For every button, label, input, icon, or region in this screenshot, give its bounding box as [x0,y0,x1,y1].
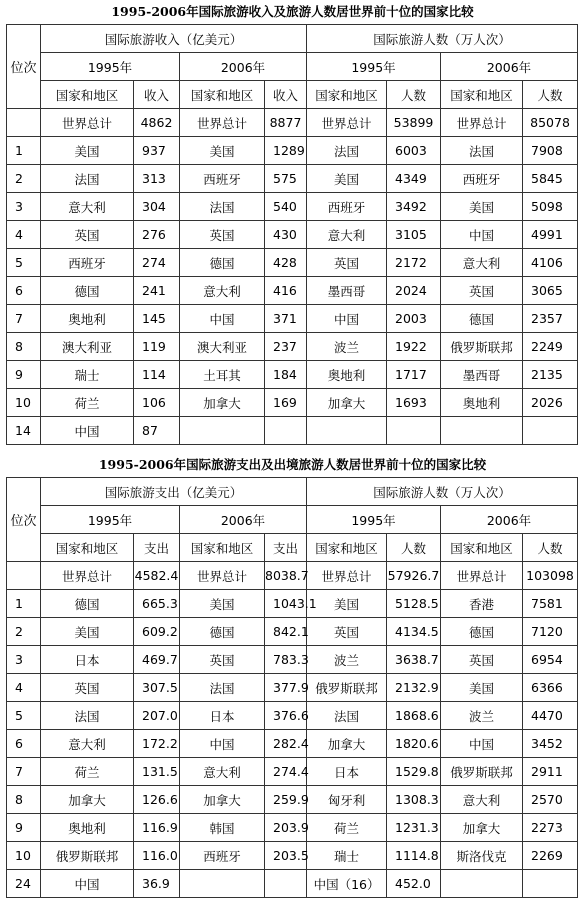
value-cell: 1289 [265,137,307,165]
country-cell: 法国 [41,165,134,193]
value-cell: 36.9 [134,870,180,898]
country-cell: 加拿大 [180,786,265,814]
expenditure-header: 支出 [134,534,180,562]
total-value: 85078 [523,109,578,137]
value-cell: 145 [134,305,180,333]
table-row [7,618,578,646]
rank-cell: 2 [7,165,41,193]
country-cell: 德国 [180,249,265,277]
country-cell [441,870,523,898]
rank-cell: 2 [7,618,41,646]
total-label: 世界总计 [41,562,134,590]
value-cell: 2911 [523,758,578,786]
value-cell: 371 [265,305,307,333]
value-cell: 2357 [523,305,578,333]
rank-cell: 1 [7,137,41,165]
total-value: 4582.4 [134,562,180,590]
table-row [7,249,578,277]
income-group-header: 国际旅游收入（亿美元） [41,25,307,53]
country-header: 国家和地区 [180,81,265,109]
value-cell: 259.9 [265,786,307,814]
country-cell: 匈牙利 [307,786,387,814]
country-header: 国家和地区 [441,534,523,562]
rank-cell: 4 [7,674,41,702]
year-2006-header: 2006年 [441,506,578,534]
expenditure-header: 支出 [265,534,307,562]
country-cell: 俄罗斯联邦 [441,758,523,786]
country-cell: 西班牙 [307,193,387,221]
country-cell: 荷兰 [41,758,134,786]
rank-cell: 5 [7,702,41,730]
country-cell: 英国 [180,221,265,249]
rank-header: 位次 [7,25,41,109]
value-cell: 3492 [387,193,441,221]
country-cell: 意大利 [441,786,523,814]
country-cell: 法国 [41,702,134,730]
country-header: 国家和地区 [180,534,265,562]
value-cell: 3638.7 [387,646,441,674]
country-cell: 西班牙 [441,165,523,193]
country-cell: 西班牙 [180,165,265,193]
table-row [7,786,578,814]
total-label: 世界总计 [180,562,265,590]
country-cell: 美国 [441,674,523,702]
value-cell: 203.5 [265,842,307,870]
country-cell: 土耳其 [180,361,265,389]
table-row [7,842,578,870]
value-cell: 2003 [387,305,441,333]
country-cell: 中国（16） [307,870,387,898]
country-cell: 德国 [180,618,265,646]
value-cell: 4470 [523,702,578,730]
table-row [7,417,578,445]
country-cell: 墨西哥 [307,277,387,305]
country-cell: 法国 [180,193,265,221]
value-cell: 1529.8 [387,758,441,786]
value-cell: 937 [134,137,180,165]
value-cell: 7120 [523,618,578,646]
value-cell: 2135 [523,361,578,389]
country-cell: 日本 [180,702,265,730]
value-cell: 6954 [523,646,578,674]
table-row [7,702,578,730]
country-cell: 法国 [307,702,387,730]
value-cell: 313 [134,165,180,193]
table-row [7,277,578,305]
country-cell [441,417,523,445]
country-cell: 意大利 [41,730,134,758]
year-2006-header: 2006年 [441,53,578,81]
value-cell: 2273 [523,814,578,842]
value-cell: 842.1 [265,618,307,646]
table-row [7,590,578,618]
value-cell: 1717 [387,361,441,389]
table-row [7,165,578,193]
value-cell: 2570 [523,786,578,814]
country-header: 国家和地区 [41,534,134,562]
value-cell: 169 [265,389,307,417]
country-cell: 奥地利 [41,814,134,842]
table-row [7,646,578,674]
value-cell: 469.7 [134,646,180,674]
visitors-header: 人数 [387,81,441,109]
value-cell: 2132.9 [387,674,441,702]
country-cell: 荷兰 [41,389,134,417]
table2 [6,477,578,898]
country-cell: 法国 [441,137,523,165]
value-cell: 207.0 [134,702,180,730]
country-cell [180,417,265,445]
country-cell: 中国 [441,221,523,249]
country-cell: 加拿大 [307,389,387,417]
year-1995-header: 1995年 [307,53,441,81]
country-cell: 美国 [41,618,134,646]
value-cell: 7581 [523,590,578,618]
value-cell: 116.0 [134,842,180,870]
country-cell: 美国 [180,137,265,165]
total-value: 57926.7 [387,562,441,590]
value-cell: 1231.3 [387,814,441,842]
travelers-group-header: 国际旅游人数（万人次） [307,478,578,506]
rank-cell: 24 [7,870,41,898]
total-label: 世界总计 [441,562,523,590]
value-cell: 1693 [387,389,441,417]
country-cell: 英国 [41,674,134,702]
total-value: 8038.7 [265,562,307,590]
value-cell: 5845 [523,165,578,193]
total-value: 8877 [265,109,307,137]
rank-cell: 8 [7,333,41,361]
table-row [7,870,578,898]
country-cell: 奥地利 [307,361,387,389]
value-cell: 376.6 [265,702,307,730]
value-cell: 184 [265,361,307,389]
value-cell: 1922 [387,333,441,361]
table-row [7,389,578,417]
value-cell: 4134.5 [387,618,441,646]
country-cell: 中国 [180,730,265,758]
country-cell: 西班牙 [41,249,134,277]
country-cell: 意大利 [180,758,265,786]
value-cell: 5098 [523,193,578,221]
table-row [7,305,578,333]
value-cell: 428 [265,249,307,277]
country-cell: 波兰 [307,646,387,674]
year-1995-header: 1995年 [307,506,441,534]
country-cell: 英国 [180,646,265,674]
value-cell: 237 [265,333,307,361]
table-row [7,193,578,221]
country-cell: 俄罗斯联邦 [307,674,387,702]
value-cell: 2269 [523,842,578,870]
table-row [7,361,578,389]
table-row [7,814,578,842]
visitors-header: 人数 [523,81,578,109]
value-cell: 126.6 [134,786,180,814]
country-cell: 英国 [307,618,387,646]
country-cell: 法国 [180,674,265,702]
country-cell: 俄罗斯联邦 [41,842,134,870]
value-cell: 119 [134,333,180,361]
country-cell: 美国 [41,137,134,165]
value-cell [387,417,441,445]
country-cell: 意大利 [307,221,387,249]
year-2006-header: 2006年 [180,506,307,534]
value-cell: 304 [134,193,180,221]
country-cell: 中国 [41,870,134,898]
total-label: 世界总计 [41,109,134,137]
total-label: 世界总计 [441,109,523,137]
table-row [7,137,578,165]
total-value: 4862 [134,109,180,137]
travelers-header: 人数 [387,534,441,562]
table-row [7,758,578,786]
value-cell: 2172 [387,249,441,277]
table1-title: 1995-2006年国际旅游收入及旅游人数居世界前十位的国家比较 [111,4,474,19]
rank-cell: 10 [7,389,41,417]
country-header: 国家和地区 [441,81,523,109]
rank-cell: 7 [7,758,41,786]
table-row [7,730,578,758]
rank-cell: 8 [7,786,41,814]
value-cell: 4106 [523,249,578,277]
value-cell: 783.3 [265,646,307,674]
rank-cell: 14 [7,417,41,445]
country-cell: 香港 [441,590,523,618]
value-cell: 274 [134,249,180,277]
country-cell: 瑞士 [41,361,134,389]
country-cell: 墨西哥 [441,361,523,389]
total-label: 世界总计 [180,109,265,137]
value-cell: 609.2 [134,618,180,646]
country-cell: 西班牙 [180,842,265,870]
income-header: 收入 [134,81,180,109]
country-cell: 意大利 [180,277,265,305]
country-cell: 美国 [180,590,265,618]
value-cell [523,870,578,898]
value-cell: 540 [265,193,307,221]
value-cell: 87 [134,417,180,445]
value-cell: 114 [134,361,180,389]
country-cell: 日本 [41,646,134,674]
table-row [7,333,578,361]
country-cell: 波兰 [441,702,523,730]
country-cell: 韩国 [180,814,265,842]
table-row [7,221,578,249]
country-cell: 荷兰 [307,814,387,842]
value-cell [265,417,307,445]
value-cell: 282.4 [265,730,307,758]
value-cell: 452.0 [387,870,441,898]
rank-cell: 5 [7,249,41,277]
country-cell: 英国 [307,249,387,277]
value-cell: 377.9 [265,674,307,702]
country-header: 国家和地区 [307,534,387,562]
value-cell: 1308.3 [387,786,441,814]
country-cell: 中国 [180,305,265,333]
value-cell: 116.9 [134,814,180,842]
total-label: 世界总计 [307,562,387,590]
country-cell: 德国 [41,277,134,305]
value-cell: 5128.5 [387,590,441,618]
country-cell: 德国 [441,305,523,333]
rank-cell: 3 [7,193,41,221]
total-value: 103098 [523,562,578,590]
year-2006-header: 2006年 [180,53,307,81]
value-cell: 1043.1 [265,590,307,618]
country-cell: 美国 [307,590,387,618]
value-cell: 276 [134,221,180,249]
country-cell: 奥地利 [441,389,523,417]
country-cell: 斯洛伐克 [441,842,523,870]
value-cell: 307.5 [134,674,180,702]
country-cell: 德国 [441,618,523,646]
total-label: 世界总计 [307,109,387,137]
country-cell: 加拿大 [441,814,523,842]
country-header: 国家和地区 [307,81,387,109]
value-cell: 241 [134,277,180,305]
country-cell: 英国 [41,221,134,249]
country-cell: 中国 [441,730,523,758]
table-row [7,674,578,702]
value-cell: 6366 [523,674,578,702]
rank-cell: 9 [7,361,41,389]
value-cell: 274.4 [265,758,307,786]
value-cell: 131.5 [134,758,180,786]
total-row [7,109,578,137]
year-1995-header: 1995年 [41,53,180,81]
value-cell: 665.3 [134,590,180,618]
country-cell: 中国 [41,417,134,445]
country-cell: 英国 [441,646,523,674]
value-cell [523,417,578,445]
value-cell: 4991 [523,221,578,249]
rank-cell: 6 [7,730,41,758]
country-cell: 日本 [307,758,387,786]
value-cell: 4349 [387,165,441,193]
rank-cell: 3 [7,646,41,674]
country-cell: 意大利 [41,193,134,221]
total-row [7,562,578,590]
value-cell: 3065 [523,277,578,305]
rank-cell: 7 [7,305,41,333]
table2-title: 1995-2006年国际旅游支出及出境旅游人数居世界前十位的国家比较 [98,457,487,472]
country-cell: 奥地利 [41,305,134,333]
country-cell: 波兰 [307,333,387,361]
country-cell: 澳大利亚 [41,333,134,361]
visitors-group-header: 国际旅游人数（万人次） [307,25,578,53]
table1 [6,24,578,445]
country-cell: 德国 [41,590,134,618]
travelers-header: 人数 [523,534,578,562]
value-cell [265,870,307,898]
rank-cell: 1 [7,590,41,618]
country-cell: 美国 [441,193,523,221]
value-cell: 7908 [523,137,578,165]
year-1995-header: 1995年 [41,506,180,534]
country-cell: 加拿大 [180,389,265,417]
country-cell: 俄罗斯联邦 [441,333,523,361]
country-cell: 瑞士 [307,842,387,870]
value-cell: 2026 [523,389,578,417]
country-header: 国家和地区 [41,81,134,109]
value-cell: 6003 [387,137,441,165]
country-cell [180,870,265,898]
value-cell: 106 [134,389,180,417]
value-cell: 172.2 [134,730,180,758]
rank-cell: 6 [7,277,41,305]
value-cell: 430 [265,221,307,249]
value-cell: 575 [265,165,307,193]
value-cell: 1868.6 [387,702,441,730]
rank-cell: 9 [7,814,41,842]
country-cell: 英国 [441,277,523,305]
value-cell: 1820.6 [387,730,441,758]
country-cell [307,417,387,445]
value-cell: 416 [265,277,307,305]
value-cell: 3452 [523,730,578,758]
country-cell: 澳大利亚 [180,333,265,361]
country-cell: 意大利 [441,249,523,277]
rank-header: 位次 [7,478,41,562]
expenditure-group-header: 国际旅游支出（亿美元） [41,478,307,506]
country-cell: 中国 [307,305,387,333]
country-cell: 加拿大 [307,730,387,758]
total-value: 53899 [387,109,441,137]
rank-cell: 10 [7,842,41,870]
value-cell: 203.9 [265,814,307,842]
rank-cell: 4 [7,221,41,249]
country-cell: 加拿大 [41,786,134,814]
income-header: 收入 [265,81,307,109]
country-cell: 美国 [307,165,387,193]
value-cell: 1114.8 [387,842,441,870]
country-cell: 法国 [307,137,387,165]
value-cell: 2024 [387,277,441,305]
value-cell: 3105 [387,221,441,249]
value-cell: 2249 [523,333,578,361]
